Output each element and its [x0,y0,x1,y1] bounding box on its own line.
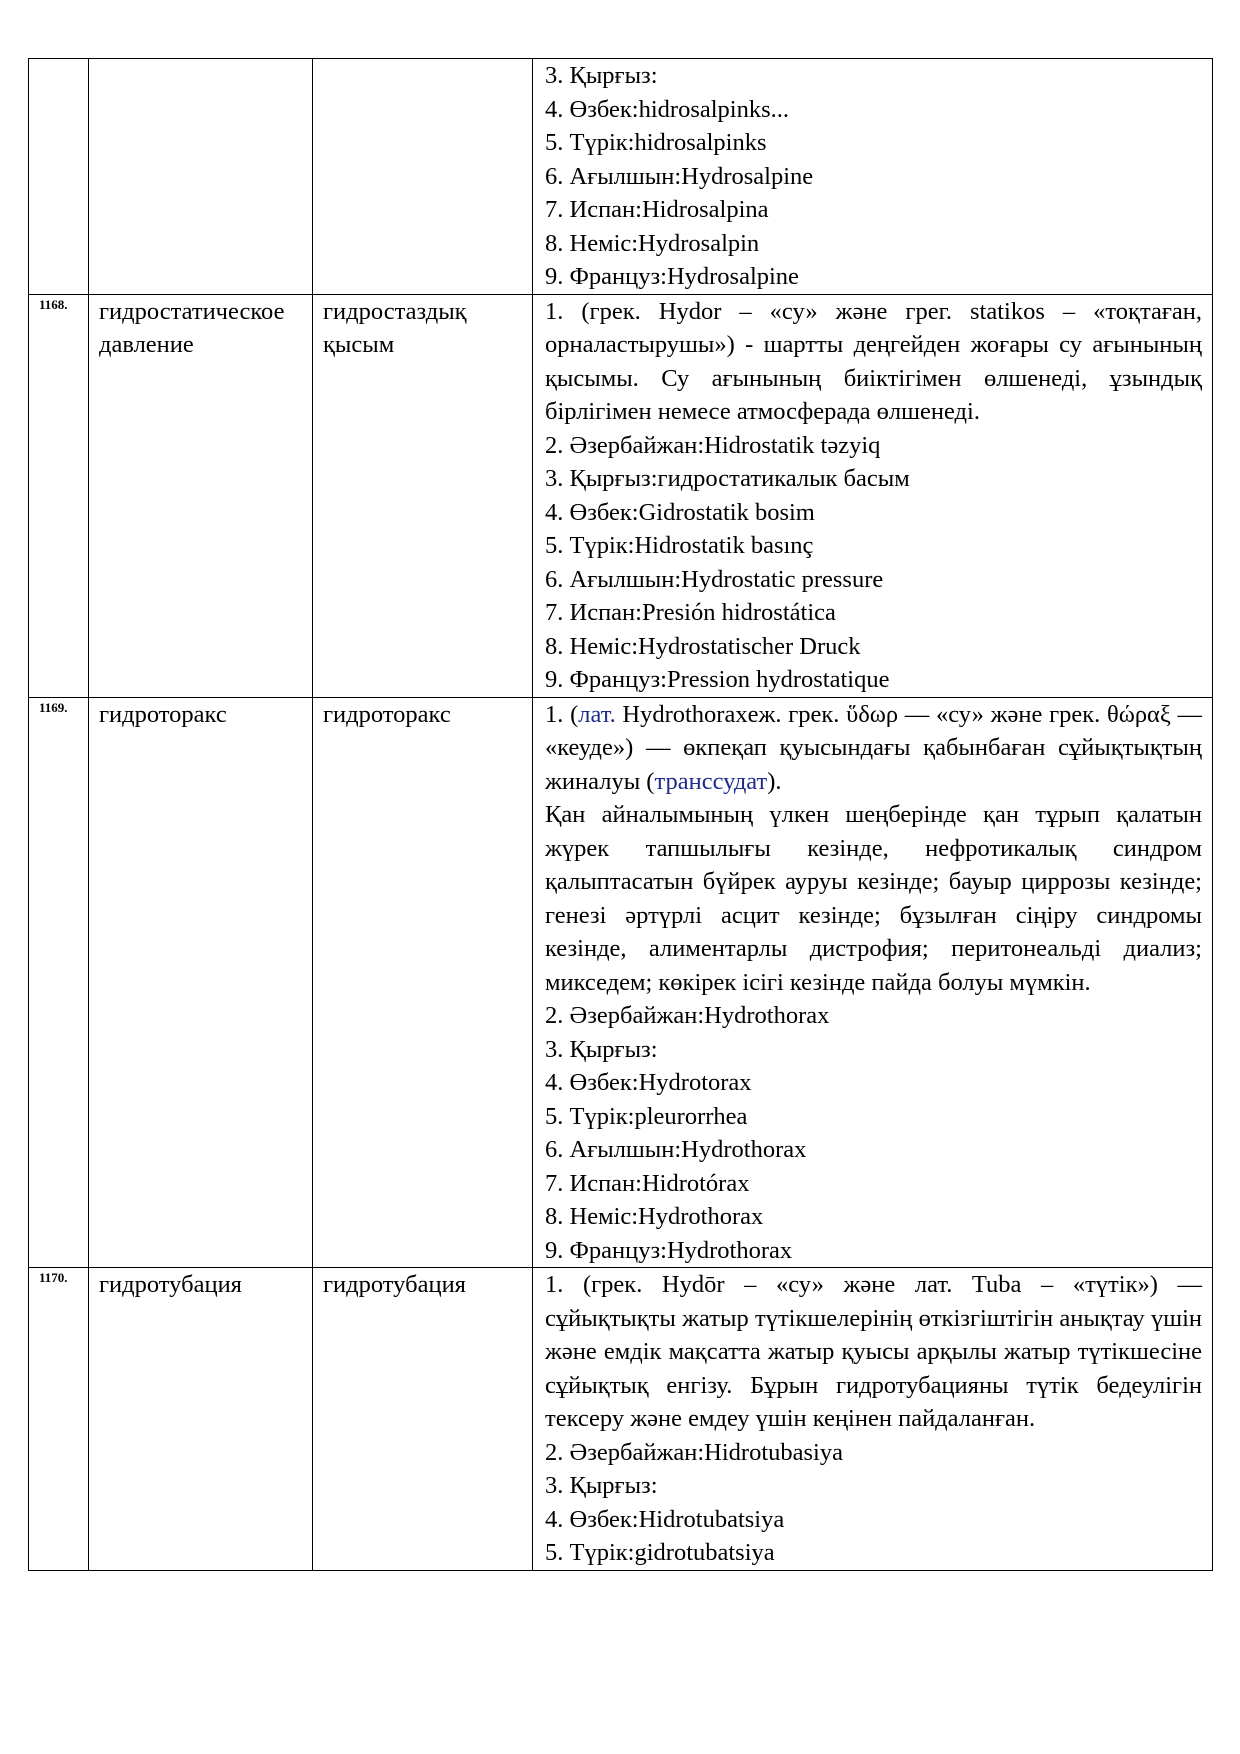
russian-term: гидроторакс [89,697,313,1268]
translation-line: 4. Өзбек:Hidrotubatsiya [545,1505,785,1533]
translation-line: 5. Түрік:pleurorrhea [545,1102,748,1130]
definition-text: 1. (грек. Hydōr – «су» және лат. Tuba – «түтік») — сұйықтықты жатыр түтікшелерінің өткізгіштігін анықтау үшін және емдік мақсатта жатыр қуысы арқылы жатыр түтікшесіне сұйықтық енгізу. Бұрын гидротубацияны түтік бедеулігін тексеру және емдеу үшін кеңінен пайдаланған. [545,1271,1202,1432]
definition-text-part: ). [767,767,782,795]
translation-line: 3. Қырғыз:гидростатикалык басым [545,465,910,492]
translation-line: 7. Испан:Presión hidrostática [545,599,836,626]
translation-line: 2. Әзербайжан:Hidrotubasiya [545,1438,843,1466]
translation-line: 6. Ағылшын:Hydrosalpine [545,162,814,190]
table-row [29,294,1213,697]
dictionary-page [28,58,1212,1571]
latin-link[interactable]: лат. [578,700,616,728]
definition-text: 1. (грек. Hydor – «су» және грег. statikos – «тоқтаған, орналастырушы») - шартты деңгейден жоғары су ағынының қысымы. Су ағынының биіктігімен өлшенеді, ұзындық бірлігімен немесе атмосферада өлшенеді. [545,297,1202,425]
translation-line: 9. Француз:Pression hydrostatique [545,666,890,693]
translation-line: 3. Қырғыз: [545,1472,658,1499]
translation-line: 9. Француз:Hydrothorax [545,1236,793,1264]
entry-number [29,59,89,295]
transudate-link[interactable]: транссудат [654,767,768,795]
translation-line: 3. Қырғыз: [545,62,658,89]
translation-line: 7. Испан:Hidrotórax [545,1169,750,1197]
translation-line: 4. Өзбек:hidrosalpinks... [545,95,789,123]
translation-line: 6. Ағылшын:Hydrostatic pressure [545,565,884,593]
definition-cell [533,697,1213,1268]
translation-line: 6. Ағылшын:Hydrothorax [545,1136,807,1163]
table-row [29,1268,1213,1571]
translation-line: 4. Өзбек:Hydrotorax [545,1069,752,1096]
definition-cell [533,1268,1213,1571]
translation-line: 5. Түрік:gidrotubatsiya [545,1539,775,1566]
kazakh-term: гидротубация [313,1268,533,1571]
kazakh-term: гидроторакс [313,697,533,1268]
kazakh-term: гидростаздық қысым [313,294,533,697]
definition-paragraph: Қан айналымының үлкен шеңберінде қан тұрып қалатын жүрек тапшылығы кезінде, нефротикалық синдром қалыптасатын бүйрек ауруы кезінде; бауыр циррозы кезінде; генезі әртүрлі асцит кезінде; бұзылған сіңіру синдромы кезінде, алиментарлы дистрофия; перитонеальді диализ; микседем; көкірек ісігі кезінде пайда болуы мүмкін. [545,801,1202,996]
entry-number: 1168. [29,294,89,697]
definition-cell [533,59,1213,295]
terms-table [28,58,1213,1571]
definition-text-part: 1. ( [545,700,579,728]
translation-line: 3. Қырғыз: [545,1035,658,1063]
definition-text-part: Hydrothoraxеж. грек. ὕδωρ — «су» және грек. θώραξ — «кеуде») — өкпеқап қуысындағы қабынбаған сұйықтықтың жиналуы ( [545,700,1202,795]
translation-line: 8. Неміс:Hydrosalpin [545,229,760,257]
translation-line: 8. Неміс:Hydrostatischer Druck [545,632,861,660]
translation-line: 5. Түрік:hidrosalpinks [545,129,767,156]
translation-line: 9. Француз:Hydrosalpine [545,263,799,290]
table-row [29,59,1213,295]
table-row [29,697,1213,1268]
translation-line: 8. Неміс:Hydrothorax [545,1203,764,1230]
translation-line: 2. Әзербайжан:Hidrostatik təzyiq [545,431,881,459]
russian-term [89,59,313,295]
translation-line: 2. Әзербайжан:Hydrothorax [545,1002,830,1029]
definition-cell [533,294,1213,697]
kazakh-term [313,59,533,295]
translation-line: 5. Түрік:Hidrostatik basınç [545,532,814,559]
entry-number: 1170. [29,1268,89,1571]
entry-number: 1169. [29,697,89,1268]
translation-line: 4. Өзбек:Gidrostatik bosim [545,498,815,526]
translation-line: 7. Испан:Hidrosalpina [545,196,769,223]
definition-text [545,698,1202,799]
russian-term: гидростатическое давление [89,294,313,697]
russian-term: гидротубация [89,1268,313,1571]
